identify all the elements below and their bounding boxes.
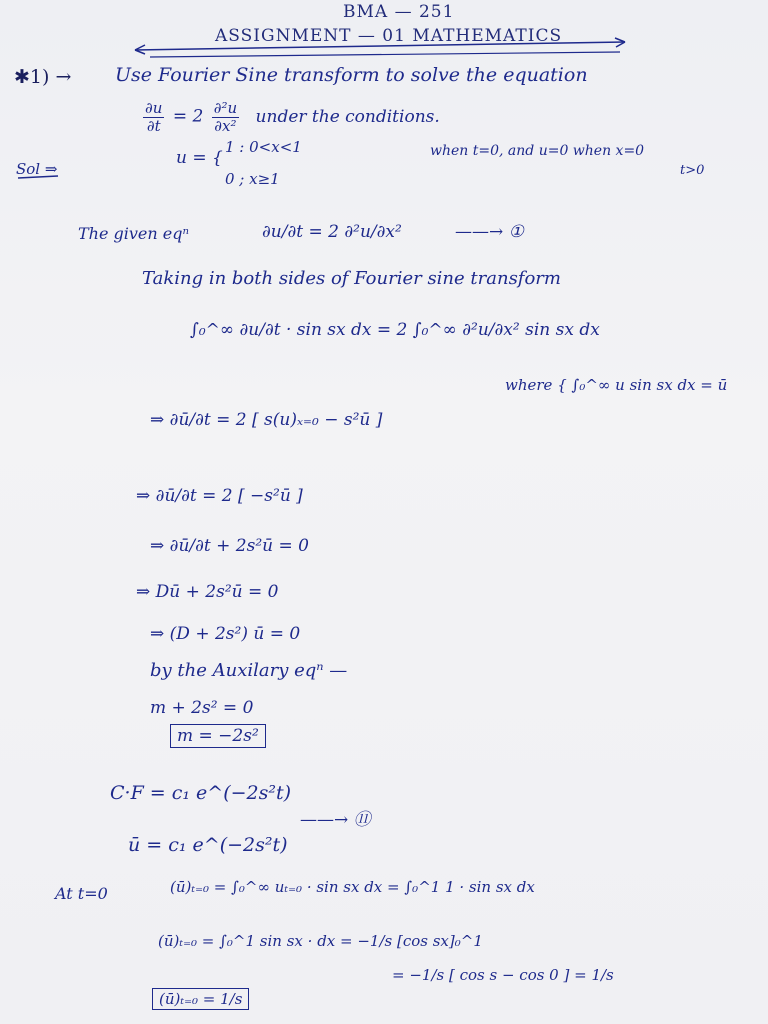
pde-statement: $\frac{\partial u}{\partial t}$ = 2 $\frac{\text{∂²u}}{\text{∂x²}}$ under the conditions. [145, 99, 440, 135]
tag-eq-2: ——→ ⑪ [300, 810, 371, 830]
u-bar-solution: ū = c₁ e^(−2s²t) [128, 834, 288, 856]
tag-eq-1: ——→ ① [455, 222, 524, 242]
step-2: ⇒ ∂ū/∂t = 2 [ −s²ū ] [136, 486, 303, 506]
step-1: ⇒ ∂ū/∂t = 2 [ s(u)ₓ₌₀ − s²ū ] [150, 410, 383, 430]
complementary-function: C·F = c₁ e^(−2s²t) [110, 782, 292, 804]
course-code: BMA — 251 [343, 2, 455, 22]
given-equation: ∂u/∂t = 2 ∂²u/∂x² [262, 222, 402, 242]
condition-t: t>0 [680, 163, 705, 178]
where-note: where { ∫₀^∞ u sin sx dx = ū [505, 376, 728, 394]
auxiliary-equation: m + 2s² = 0 [150, 698, 254, 718]
step-3: ⇒ ∂ū/∂t + 2s²ū = 0 [150, 536, 309, 556]
initial-integral: (ū)ₜ₌₀ = ∫₀^1 sin sx · dx = −1/s [cos sx]₀^1 [158, 932, 483, 950]
at-t-zero: At t=0 [55, 884, 108, 903]
condition-u: u = { [176, 148, 223, 168]
taking-transform: Taking in both sides of Fourier sine transform [142, 268, 561, 289]
initial-result: = −1/s [ cos s − cos 0 ] = 1/s [392, 966, 614, 984]
given-prefix: The given eqⁿ [78, 224, 189, 243]
final-boxed-result: (ū)ₜ₌₀ = 1/s [152, 992, 249, 1007]
condition-case-1: 1 : 0<x<1 [225, 138, 302, 156]
integral-line: ∫₀^∞ ∂u/∂t · sin sx dx = 2 ∫₀^∞ ∂²u/∂x² sin sx dx [190, 320, 600, 340]
assignment-title: ASSIGNMENT — 01 MATHEMATICS [215, 26, 563, 46]
step-5: ⇒ (D + 2s²) ū = 0 [150, 624, 301, 644]
step-4: ⇒ Dū + 2s²ū = 0 [136, 582, 279, 602]
condition-case-2: 0 ; x≥1 [225, 170, 280, 188]
condition-when: when t=0, and u=0 when x=0 [430, 143, 645, 159]
initial-transform: (ū)ₜ₌₀ = ∫₀^∞ uₜ₌₀ · sin sx dx = ∫₀^1 1 · sin sx dx [170, 878, 535, 896]
root-m: m = −2s² [170, 728, 266, 745]
solution-label: Sol ⇒ [16, 160, 58, 178]
question-number: ✱1) → [14, 66, 72, 88]
question-text: Use Fourier Sine transform to solve the equation [115, 64, 588, 86]
auxiliary-label: by the Auxilary eqⁿ — [150, 660, 348, 681]
